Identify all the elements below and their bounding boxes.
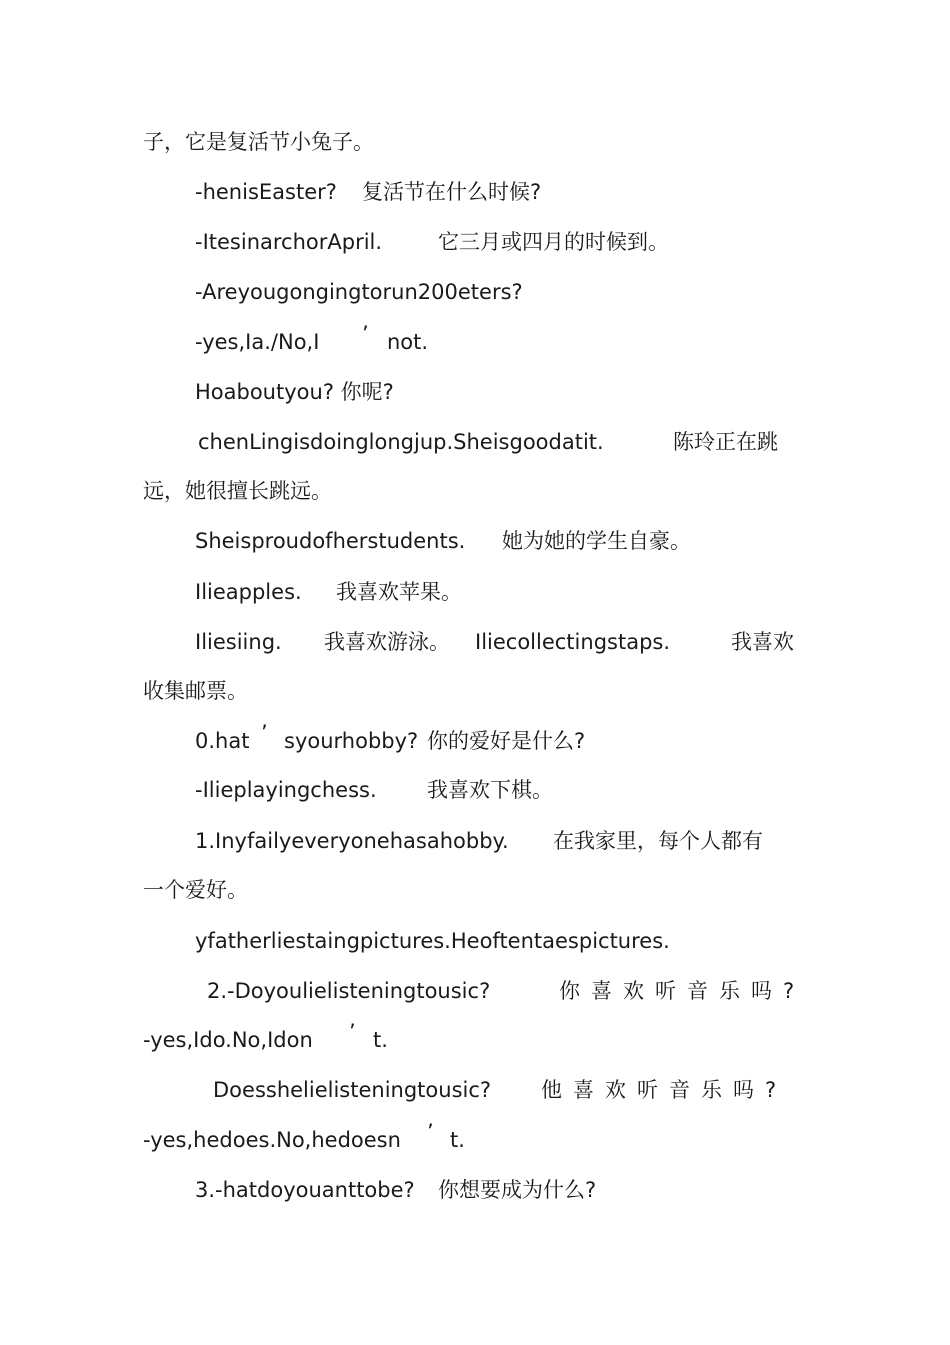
text-line: -henisEaster? 复活节在什么时候? [195,180,542,204]
text-line: yfatherliestaingpictures.Heoftentaespictures. [195,929,670,953]
text-line: 0.hat ’ syourhobby? 你的爱好是什么? [195,721,586,753]
text-line: 3.-hatdoyouanttobe? 你想要成为什么? [195,1178,597,1202]
text-line: Hoaboutyou? 你呢? [195,380,394,404]
text-line: Iliesiing. 我喜欢游泳。 Iliecollectingstaps. 我喜欢 [195,630,794,654]
text-line: -yes,Ia./No,I ’ not. [195,322,429,354]
text-line: 收集邮票。 [143,679,248,703]
text-line: 子，它是复活节小兔子。 [143,130,374,154]
text-line: Sheisproudofherstudents. 她为她的学生自豪。 [195,529,691,553]
text-line: 1.Inyfailyeveryonehasahobby. 在我家里，每个人都有 [195,829,763,853]
text-line: 一个爱好。 [143,878,248,902]
text-line: -yes,hedoes.No,hedoesn ’ t. [143,1120,465,1152]
text-line: -ItesinarchorApril. 它三月或四月的时候到。 [195,230,669,254]
text-line: Ilieapples. 我喜欢苹果。 [195,580,462,604]
text-line: 2.-Doyoulielisteningtousic? 你喜欢听音乐吗? [207,979,806,1003]
text-line: -Areyougongingtorun200eters? [195,280,523,304]
text-line: Doesshelielisteningtousic? 他喜欢听音乐吗? [213,1078,788,1102]
text-line: -Ilieplayingchess. 我喜欢下棋。 [195,778,553,802]
text-line: 远，她很擅长跳远。 [143,479,332,503]
text-line: -yes,Ido.No,Idon ’ t. [143,1020,388,1052]
text-line: chenLingisdoinglongjup.Sheisgoodatit. 陈玲正在跳 [198,430,778,454]
